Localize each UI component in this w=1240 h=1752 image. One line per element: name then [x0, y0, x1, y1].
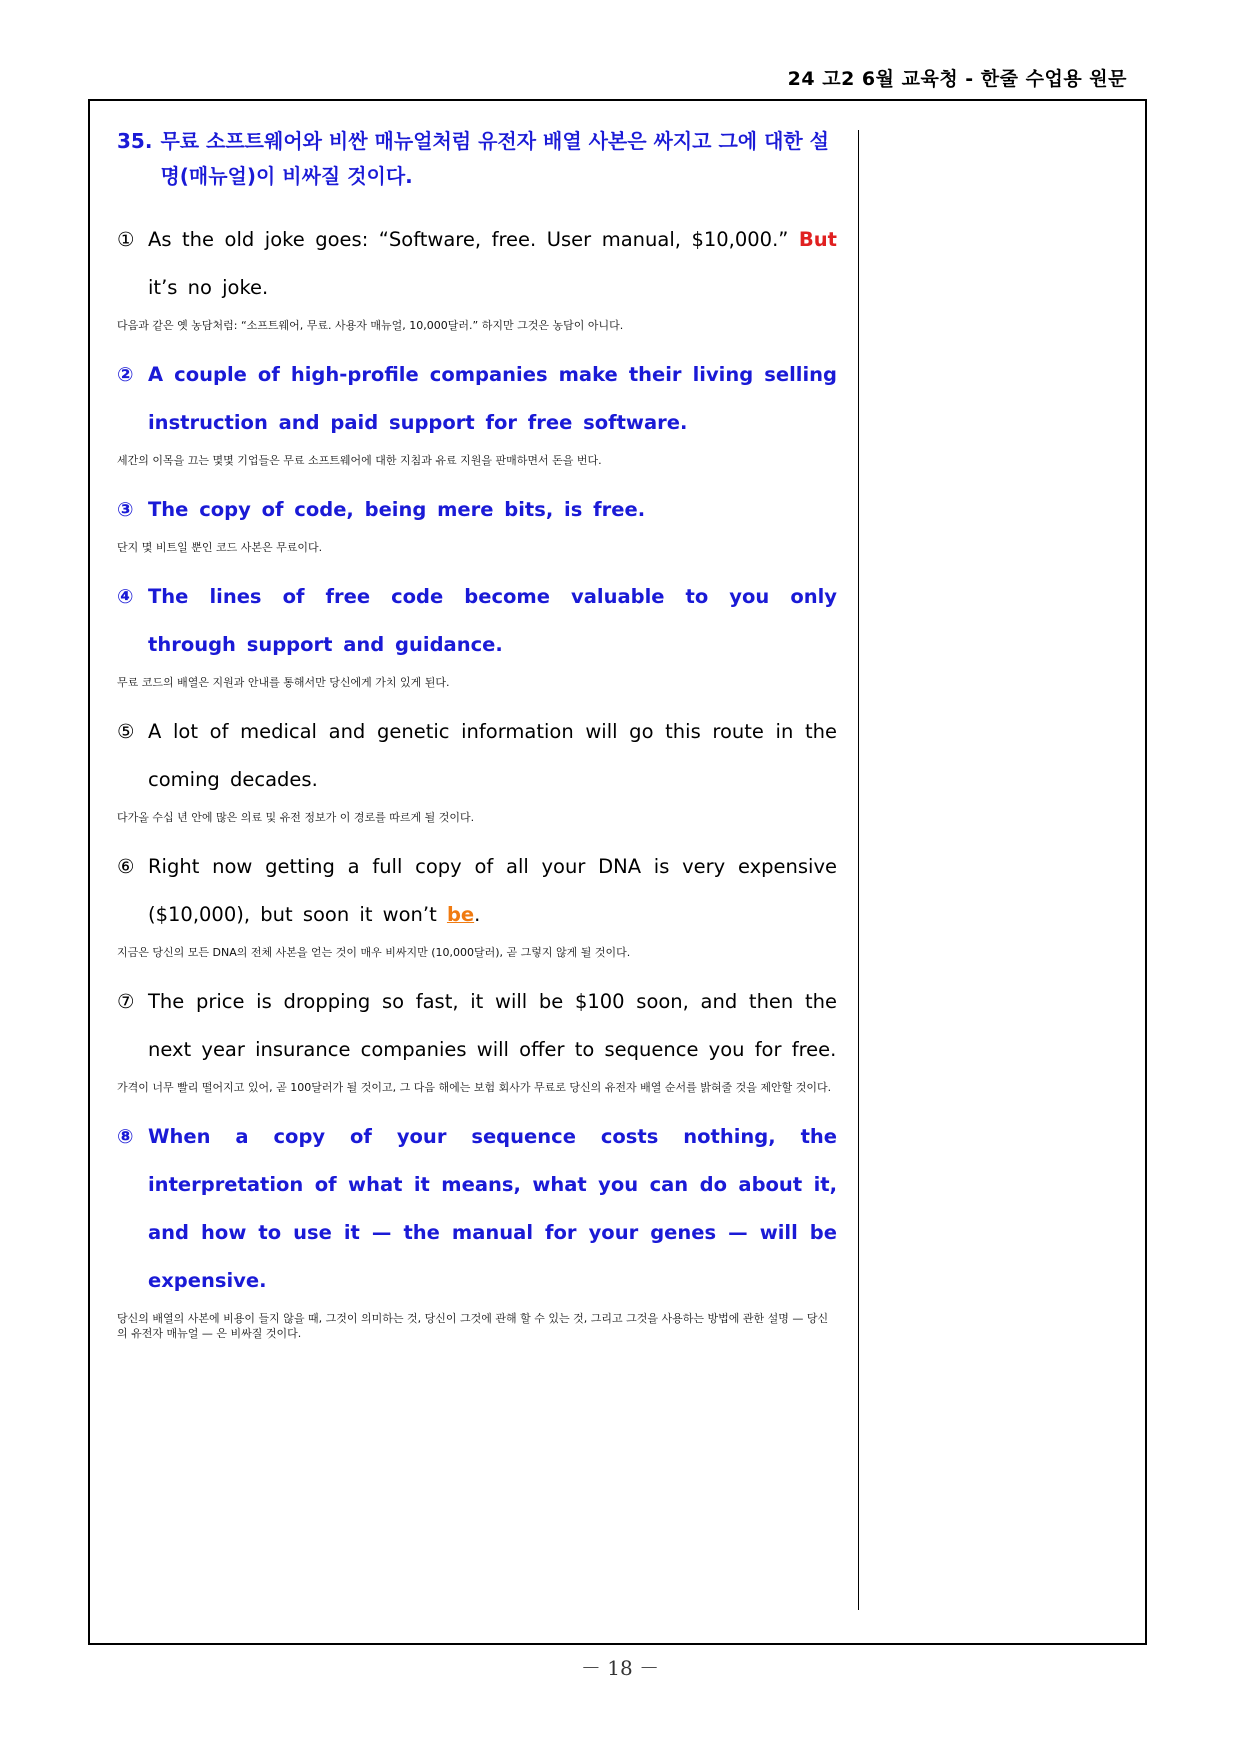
highlight-word: be — [446, 903, 475, 926]
sentence-english — [117, 978, 837, 1074]
sentence-korean: 당신의 배열의 사본에 비용이 들지 않을 때, 그것이 의미하는 것, 당신이 그것에 관해 할 수 있는 것, 그리고 그것을 사용하는 방법에 관한 설명 — 당신의 유전자 매뉴얼 — 은 비싸질 것이다. — [117, 1312, 829, 1340]
page-header: 24 고2 6월 교육청 - 한줄 수업용 원문 — [787, 68, 1127, 90]
sentence-korean: 지금은 당신의 모든 DNA의 전체 사본을 얻는 것이 매우 비싸지만 (10,000달러), 곧 그렇지 않게 될 것이다. — [117, 946, 631, 959]
sentence-text: The price is dropping so fast, it will be $100 soon, and then the next year insurance companies will offer to sequence you for free. — [148, 990, 837, 1061]
question-title — [117, 124, 837, 194]
sentence-english — [117, 708, 837, 804]
page-number: － 18 － — [580, 1656, 660, 1680]
circled-number: ⑥ — [117, 855, 135, 878]
sentence-text: Right now getting a full copy of all your DNA is very expensive ($10,000), but soon it won’t — [148, 855, 837, 926]
sentence-english — [117, 843, 837, 939]
sentence-text: it’s no joke. — [148, 276, 269, 299]
sentence-english — [117, 1113, 837, 1305]
sentence-2 — [117, 351, 837, 468]
sentence-korean: 다음과 같은 옛 농담처럼: “소프트웨어, 무료. 사용자 매뉴얼, 10,000달러.” 하지만 그것은 농담이 아니다. — [117, 319, 624, 332]
circled-number: ⑦ — [117, 990, 135, 1013]
sentence-4 — [117, 573, 837, 690]
sentence-text: The copy of code, being mere bits, is free. — [148, 498, 646, 521]
sentence-text: When a copy of your sequence costs nothing, the interpretation of what it means, what you can do about it, and how to use it — the manual for your genes — will be expensive. — [148, 1125, 837, 1292]
sentence-english — [117, 351, 837, 447]
sentence-3 — [117, 486, 837, 555]
circled-number: ④ — [117, 585, 134, 608]
sentence-6 — [117, 843, 837, 960]
sentence-5 — [117, 708, 837, 825]
circled-number: ⑤ — [117, 720, 135, 743]
main-column — [117, 124, 837, 1359]
sentence-english — [117, 573, 837, 669]
sentence-8 — [117, 1113, 837, 1341]
sentence-english — [117, 486, 837, 534]
circled-number: ① — [117, 228, 135, 251]
sentence-1 — [117, 216, 837, 333]
circled-number: ③ — [117, 498, 134, 521]
sentence-korean: 무료 코드의 배열은 지원과 안내를 통해서만 당신에게 가치 있게 된다. — [117, 676, 450, 689]
question-title-text: 무료 소프트웨어와 비싼 매뉴얼처럼 유전자 배열 사본은 싸지고 그에 대한 설명(매뉴얼)이 비싸질 것이다. — [160, 129, 829, 188]
question-number: 35. — [117, 129, 153, 153]
sentence-korean: 가격이 너무 빨리 떨어지고 있어, 곧 100달러가 될 것이고, 그 다음 해에는 보험 회사가 무료로 당신의 유전자 배열 순서를 밝혀줄 것을 제안할 것이다. — [117, 1081, 832, 1094]
sentence-korean: 세간의 이목을 끄는 몇몇 기업들은 무료 소프트웨어에 대한 지침과 유료 지원을 판매하면서 돈을 번다. — [117, 454, 602, 467]
circled-number: ⑧ — [117, 1125, 134, 1148]
sentence-7 — [117, 978, 837, 1095]
circled-number: ② — [117, 363, 134, 386]
sentence-text: A lot of medical and genetic information will go this route in the coming decades. — [148, 720, 837, 791]
sentence-english — [117, 216, 837, 312]
sentence-korean: 단지 몇 비트일 뿐인 코드 사본은 무료이다. — [117, 541, 323, 554]
sentence-text: As the old joke goes: “Software, free. User manual, $10,000.” — [148, 228, 799, 251]
sentence-text: . — [474, 903, 481, 926]
column-divider — [858, 130, 859, 1610]
sentence-text: A couple of high-profile companies make their living selling instruction and paid support for free software. — [148, 363, 837, 434]
sentence-korean: 다가올 수십 년 안에 많은 의료 및 유전 정보가 이 경로를 따르게 될 것이다. — [117, 811, 475, 824]
highlight-word: But — [798, 228, 837, 251]
sentence-text: The lines of free code become valuable to you only through support and guidance. — [148, 585, 837, 656]
